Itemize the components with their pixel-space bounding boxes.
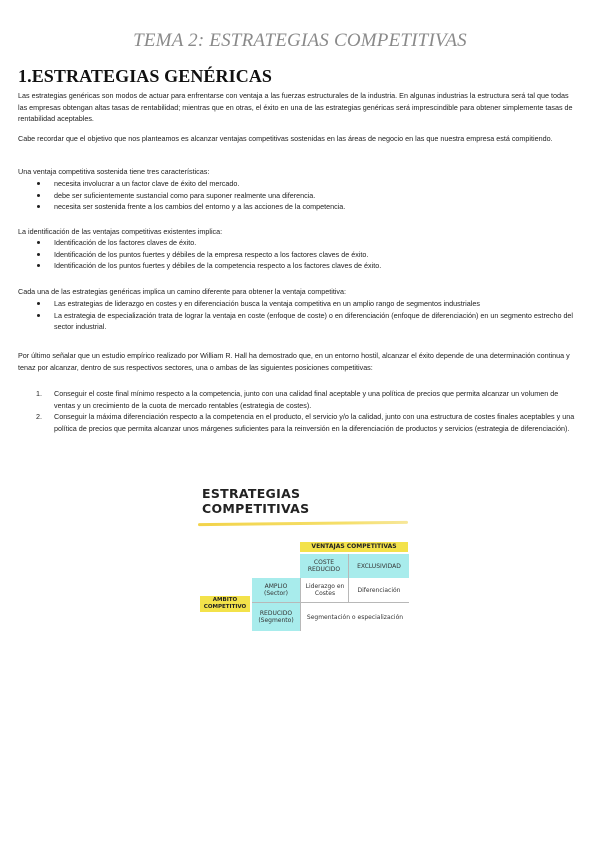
list-item: Identificación de los puntos fuertes y débiles de la competencia respecto a los factores claves de éxito. <box>18 260 578 272</box>
list-item: necesita ser sostenida frente a los cambios del entorno y a las acciones de la competencia. <box>18 201 578 213</box>
characteristics-list <box>18 178 578 213</box>
list-item: Las estrategias de liderazgo en costes y en diferenciación busca la ventaja competitiva en un amplio rango de segmentos industriales <box>18 298 578 310</box>
section-heading: 1.ESTRATEGIAS GENÉRICAS <box>18 66 273 86</box>
list-item: debe ser suficientemente sustancial como para suponer realmente una diferencia. <box>18 190 578 202</box>
hall-paragraph: Por último señalar que un estudio empírico realizado por William R. Hall ha demostrado que, en un entorno hostil, alcanzar el éxito depende de una determinación continua y tenaz por alcanzar, dentro de sus respectivos sectores, una o ambas de las siguientes posiciones competitivas: <box>18 351 570 372</box>
cell-liderazgo: Liderazgo en Costes <box>300 578 349 602</box>
list-text: Conseguir el coste final mínimo respecto a la competencia, junto con una calidad final aceptable y una política de precios que permita alcanzar un volumen de ventas y un crecimiento de la cuota de mercado rentables (estrategia de costes). <box>54 389 559 410</box>
row-header-reducido: REDUCIDO (Segmento) <box>252 602 300 631</box>
figure-title <box>202 486 402 516</box>
paths-intro: Cada una de las estrategias genéricas implica un camino diferente para obtener la ventaja competitiva: <box>18 287 347 296</box>
list-number: 1. <box>36 389 42 398</box>
cell-diferenciacion: Diferenciación <box>348 578 409 602</box>
list-item <box>18 388 578 411</box>
list-text: Conseguir la máxima diferenciación respecto a la competencia en el producto, el servicio y/o la calidad, junto con una estructura de costes finales aceptables y una política de precios que permita alcanzar unos márgenes suficientes para la reinversión en la diferenciación de productos y servicios (estrategia de diferenciación). <box>54 412 575 433</box>
row-header-amplio: AMPLIO (Sector) <box>252 578 300 602</box>
identification-list <box>18 237 578 272</box>
list-item: necesita involucrar a un factor clave de éxito del mercado. <box>18 178 578 190</box>
col-header-exclusividad: EXCLUSIVIDAD <box>348 554 409 578</box>
list-number: 2. <box>36 412 42 422</box>
strategies-matrix <box>190 554 420 634</box>
figure-title-line: ESTRATEGIAS <box>202 486 301 501</box>
list-item: Identificación de los factores claves de éxito. <box>18 237 578 249</box>
characteristics-intro: Una ventaja competitiva sostenida tiene tres características: <box>18 167 210 176</box>
col-header-coste: COSTE REDUCIDO <box>300 554 348 578</box>
identification-intro: La identificación de las ventajas competitivas existentes implica: <box>18 227 223 236</box>
list-item: La estrategia de especialización trata de lograr la ventaja en coste (enfoque de coste) o en diferenciación (enfoque de diferenciación) en un segmento estrecho del sector industrial. <box>18 310 578 333</box>
list-item <box>18 411 578 434</box>
positions-list <box>18 388 578 434</box>
ventajas-header: VENTAJAS COMPETITIVAS <box>300 542 408 552</box>
document-title: TEMA 2: ESTRATEGIAS COMPETITIVAS <box>133 30 467 51</box>
paths-list <box>18 298 578 333</box>
figure-title-line: COMPETITIVAS <box>202 501 310 516</box>
cell-segmentacion: Segmentación o especialización <box>300 602 409 631</box>
intro-paragraph: Las estrategias genéricas son modos de actuar para enfrentarse con ventaja a las fuerzas estructurales de la industria. En algunas industrias la estructura será tal que todas las empresas obtengan altas tasas de rentabilidad; mientras que en otras, el éxito en una de las estrategias genéricas será imprescindible para obtener simplemente tasas de rentabilidad aceptables. <box>18 91 573 124</box>
strategies-figure <box>190 486 420 636</box>
objective-paragraph: Cabe recordar que el objetivo que nos planteamos es alcanzar ventajas competitivas sostenidas en las áreas de negocio en las que nuestra empresa está compitiendo. <box>18 134 553 143</box>
list-item: Identificación de los puntos fuertes y débiles de la empresa respecto a los factores claves de éxito. <box>18 249 578 261</box>
ambito-label: AMBITO COMPETITIVO <box>200 596 250 612</box>
highlight-underline <box>198 521 408 526</box>
